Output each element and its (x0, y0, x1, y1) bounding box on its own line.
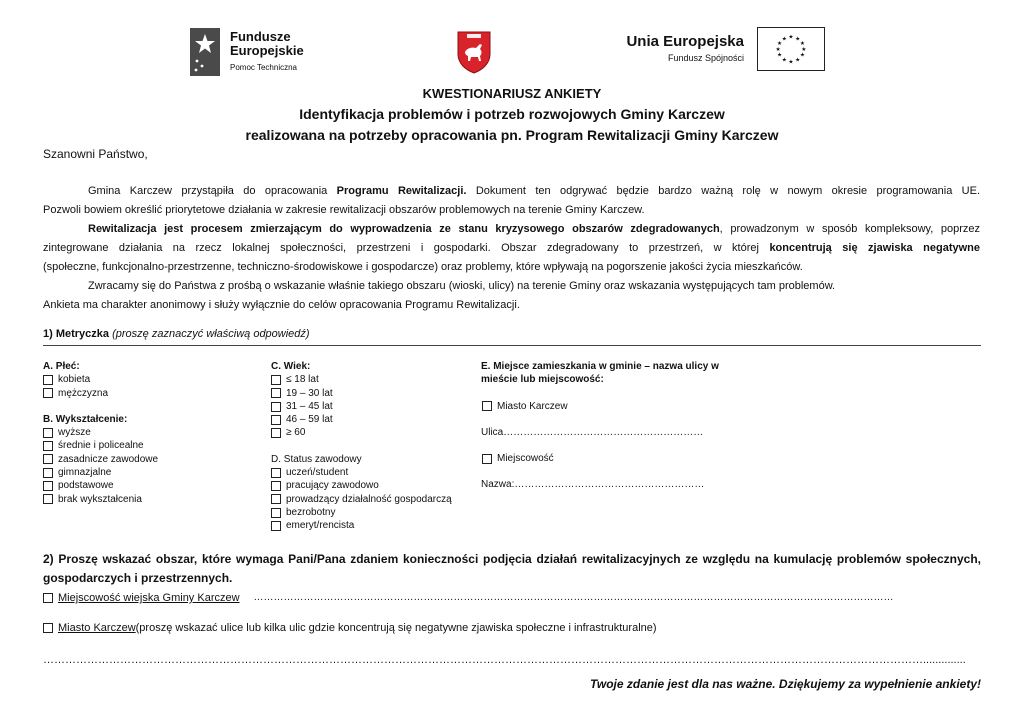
checkbox-miejscowosc[interactable]: Miejscowość (482, 452, 741, 465)
checkbox-podstawowe[interactable]: podstawowe (43, 479, 243, 492)
wyksztalcenie-label: B. Wykształcenie: (43, 413, 128, 425)
checkbox-emeryt[interactable]: emeryt/rencista (271, 519, 471, 532)
option-miejscowosc-wiejska-dots[interactable]: ………………………………………………………………………………………………………………………………………………………………………… (253, 592, 894, 603)
checkbox-box[interactable] (43, 593, 53, 603)
checkbox-kobieta[interactable]: kobieta (43, 373, 243, 386)
fundusz-spojnosci-subtitle: Fundusz Spójności (667, 53, 744, 63)
intro-paragraph-1-cont: Pozwoli bowiem określić priorytetowe działania w zakresie rewitalizacji obszarów problemowych na terenie Gminy Karczew. (43, 204, 645, 216)
checkbox-box[interactable] (271, 494, 281, 504)
option-miasto-karczew-label: Miasto Karczew (58, 622, 136, 634)
checkbox-box[interactable] (482, 401, 492, 411)
checkbox-box[interactable] (43, 441, 53, 451)
checkbox-box[interactable] (43, 481, 53, 491)
svg-text:★: ★ (775, 46, 781, 53)
checkbox-box[interactable] (43, 468, 53, 478)
checkbox-box[interactable] (271, 481, 281, 491)
section2-question (43, 550, 981, 588)
checkbox-wiek-60[interactable]: ≥ 60 (271, 426, 471, 439)
svg-text:★: ★ (799, 41, 806, 48)
checkbox-bezrobotny[interactable]: bezrobotny (271, 506, 471, 519)
checkbox-mezczyzna[interactable]: mężczyzna (43, 387, 243, 400)
checkbox-box[interactable] (271, 428, 281, 438)
thank-you-note: Twoje zdanie jest dla nas ważne. Dziękujemy za wypełnienie ankiety! (589, 677, 981, 691)
fe-logo-line1: Fundusze (230, 29, 291, 44)
column-plec-wyksztalcenie (43, 360, 243, 506)
checkbox-box[interactable] (271, 402, 281, 412)
checkbox-uczen[interactable]: uczeń/student (271, 466, 471, 479)
checkbox-brak[interactable]: brak wykształcenia (43, 493, 243, 506)
checkbox-srednie[interactable]: średnie i policealne (43, 439, 243, 452)
plec-label: A. Płeć: (43, 361, 80, 372)
checkbox-box[interactable] (271, 468, 281, 478)
checkbox-box[interactable] (43, 375, 53, 385)
section2-question-line1: 2) Proszę wskazać obszar, które wymaga Pani/Pana zdaniem konieczności podjęcia działań rewitalizacyjnych ze względu na kumulację problemów społecznych, (43, 552, 981, 566)
checkbox-box[interactable] (43, 494, 53, 504)
checkbox-dzialalnosc[interactable]: prowadzący działalność gospodarczą (271, 493, 471, 506)
checkbox-wiek-46-59[interactable]: 46 – 59 lat (271, 413, 471, 426)
option-miejscowosc-wiejska[interactable] (43, 591, 894, 605)
checkbox-box[interactable] (271, 508, 281, 518)
answer-dots-line[interactable]: …………………………………………………………………………………………………………………………………………………………………………………………………………………….............. (43, 654, 966, 666)
column-miejsce (481, 360, 741, 492)
svg-text:★: ★ (795, 57, 801, 64)
intro-text (43, 182, 980, 315)
column-wiek-status (271, 360, 471, 533)
svg-text:★: ★ (799, 52, 806, 59)
checkbox-box[interactable] (43, 454, 53, 464)
svg-text:★: ★ (801, 46, 807, 53)
nazwa-field[interactable]: Nazwa:………………………………………………… (481, 479, 705, 491)
intro-paragraph-2-end: (społeczne, funkcjonalno-przestrzenne, techniczno-środowiskowe i gospodarcze) oraz problemy, które wpływają na pogorszenie jakości życia mieszkańców. (43, 261, 803, 273)
fe-logo-line2: Europejskie (230, 43, 304, 58)
miejsce-label-1: E. Miejsce zamieszkania w gminie – nazwa ulicy w (481, 361, 719, 372)
karczew-coat-of-arms-icon (456, 30, 492, 74)
svg-text:★: ★ (788, 59, 794, 66)
survey-subtitle-2: realizowana na potrzeby opracowania pn. Program Rewitalizacji Gminy Karczew (245, 127, 779, 143)
svg-text:★: ★ (781, 36, 787, 43)
checkbox-miasto-karczew[interactable]: Miasto Karczew (482, 400, 741, 413)
fundusze-europejskie-star-icon (190, 28, 220, 76)
checkbox-box[interactable] (482, 454, 492, 464)
section-divider (43, 345, 981, 346)
option-miasto-karczew-hint: (proszę wskazać ulice lub kilka ulic gdzie koncentrują się negatywne zjawiska społeczne i infrastrukturalne) (135, 622, 657, 634)
eu-flag-icon (757, 27, 825, 71)
checkbox-box[interactable] (43, 428, 53, 438)
wiek-label: C. Wiek: (271, 361, 311, 372)
unia-europejska-title: Unia Europejska (626, 33, 744, 50)
section1-heading: 1) Metryczka (proszę zaznaczyć właściwą odpowiedź) (43, 328, 310, 340)
greeting: Szanowni Państwo, (43, 147, 148, 161)
miejsce-label-2: mieście lub miejscowość: (481, 374, 604, 386)
status-label: D. Status zawodowy (271, 453, 362, 465)
checkbox-wyzsze[interactable]: wyższe (43, 426, 243, 439)
checkbox-zasadnicze[interactable]: zasadnicze zawodowe (43, 453, 243, 466)
checkbox-box[interactable] (43, 623, 53, 633)
svg-text:★: ★ (776, 52, 783, 59)
section2-question-line2: gospodarczych i przestrzennych. (43, 571, 233, 585)
intro-paragraph-1: Gmina Karczew przystąpiła do opracowania Programu Rewitalizacji. Dokument ten odgrywać będzie bardzo ważną rolę w nowym okresie programowania UE. (88, 185, 981, 197)
checkbox-wiek-31-45[interactable]: 31 – 45 lat (271, 400, 471, 413)
checkbox-wiek-19-30[interactable]: 19 – 30 lat (271, 387, 471, 400)
checkbox-box[interactable] (271, 388, 281, 398)
svg-text:★: ★ (795, 36, 801, 43)
option-miejscowosc-wiejska-label: Miejscowość wiejska Gminy Karczew (58, 592, 240, 604)
intro-paragraph-2: Rewitalizacja jest procesem zmierzającym do wyprowadzenia ze stanu kryzysowego obszarów zdegradowanych, prowadzonym w sposób kompleksowy, poprzez (88, 223, 981, 235)
checkbox-box[interactable] (271, 521, 281, 531)
checkbox-wiek-18[interactable]: ≤ 18 lat (271, 373, 471, 386)
intro-paragraph-4: Ankieta ma charakter anonimowy i służy wyłącznie do celów opracowania Programu Rewitalizacji. (43, 299, 520, 311)
checkbox-box[interactable] (271, 375, 281, 385)
svg-text:★: ★ (776, 41, 783, 48)
svg-text:★: ★ (781, 57, 787, 64)
checkbox-gimnazjalne[interactable]: gimnazjalne (43, 466, 243, 479)
option-miasto-karczew[interactable] (43, 621, 657, 635)
ulica-field[interactable]: Ulica…………………………………………………… (481, 426, 704, 438)
fe-logo-line3: Pomoc Techniczna (230, 63, 297, 72)
survey-subtitle: Identyfikacja problemów i potrzeb rozwojowych Gminy Karczew (299, 106, 725, 122)
checkbox-pracujacy[interactable]: pracujący zawodowo (271, 479, 471, 492)
survey-title: KWESTIONARIUSZ ANKIETY (422, 86, 602, 101)
intro-paragraph-3: Zwracamy się do Państwa z prośbą o wskazanie właśnie takiego obszaru (wioski, ulicy) na terenie Gminy oraz wskazania występujących tam problemów. (88, 280, 836, 292)
checkbox-box[interactable] (271, 415, 281, 425)
svg-text:★: ★ (788, 34, 794, 41)
fundusze-europejskie-logo (190, 26, 320, 78)
intro-paragraph-2-cont: zintegrowane działania na rzecz lokalnej społeczności, przestrzeni i gospodarki. Obszar zdegradowany to przestrzeń, w której koncentrują się zjawiska negatywne (43, 242, 981, 254)
checkbox-box[interactable] (43, 388, 53, 398)
